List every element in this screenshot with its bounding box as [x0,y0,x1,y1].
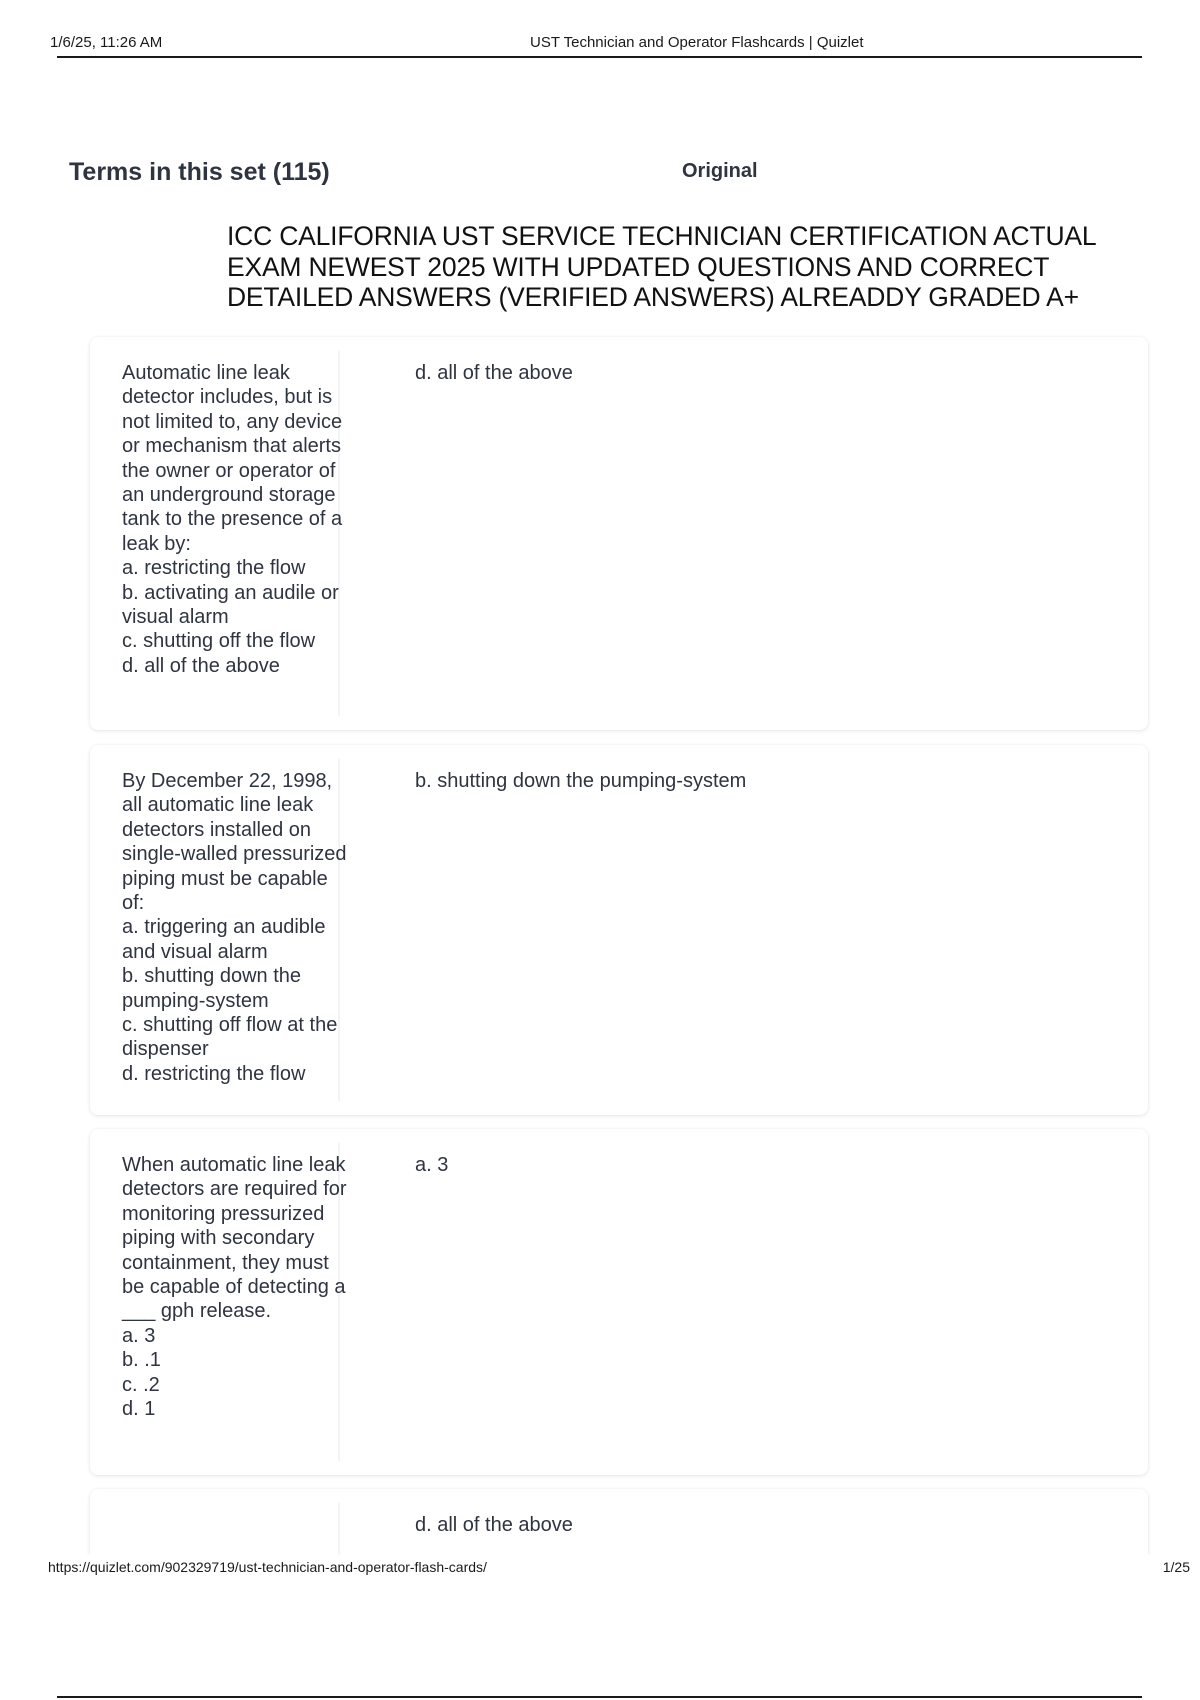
page-number: 1/25 [1162,1559,1190,1575]
card-definition: b. shutting down the pumping-system [415,770,747,792]
print-footer [48,1555,1190,1579]
page-url: https://quizlet.com/902329719/ust-technician-and-operator-flash-cards/ [48,1559,487,1575]
card-term: By December 22, 1998, all automatic line leak detectors installed on single-walled pressurized piping must be capable of: a. triggering an audible and visual alarm b. shutting down the pumping-system c. shutting off flow at the dispenser d. restricting the flow [122,770,347,1085]
print-date: 1/6/25, 11:26 AM [50,34,163,51]
header-divider [57,56,1142,58]
print-header [50,30,1142,56]
print-page-title: UST Technician and Operator Flashcards | Quizlet [530,34,864,51]
card-definition: a. 3 [415,1154,449,1176]
terms-count-heading: Terms in this set (115) [69,158,330,186]
card-definition: d. all of the above [415,1514,573,1536]
flashcard [90,745,1148,1115]
bottom-divider [57,1696,1142,1698]
flashcard [90,337,1148,730]
document-title-overlay: ICC CALIFORNIA UST SERVICE TECHNICIAN CERTIFICATION ACTUAL EXAM NEWEST 2025 WITH UPDATED QUESTIONS AND CORRECT DETAILED ANSWERS (VERIFIED ANSWERS) ALREADDY GRADED A+ [227,221,1096,312]
card-term: When automatic line leak detectors are required for monitoring pressurized piping with secondary containment, they must be capable of detecting a ___ gph release. a. 3 b. .1 c. .2 d. 1 [122,1154,347,1421]
page-bottom-margin [0,1579,1200,1700]
card-term: Automatic line leak detector includes, but is not limited to, any device or mechanism that alerts the owner or operator of an underground storage tank to the presence of a leak by: a. restricting the flow b. activating an audile or visual alarm c. shutting off the flow d. all of the above [122,362,343,677]
card-definition: d. all of the above [415,362,573,384]
sort-order-selector[interactable]: Original [682,160,758,182]
flashcard [90,1129,1148,1475]
